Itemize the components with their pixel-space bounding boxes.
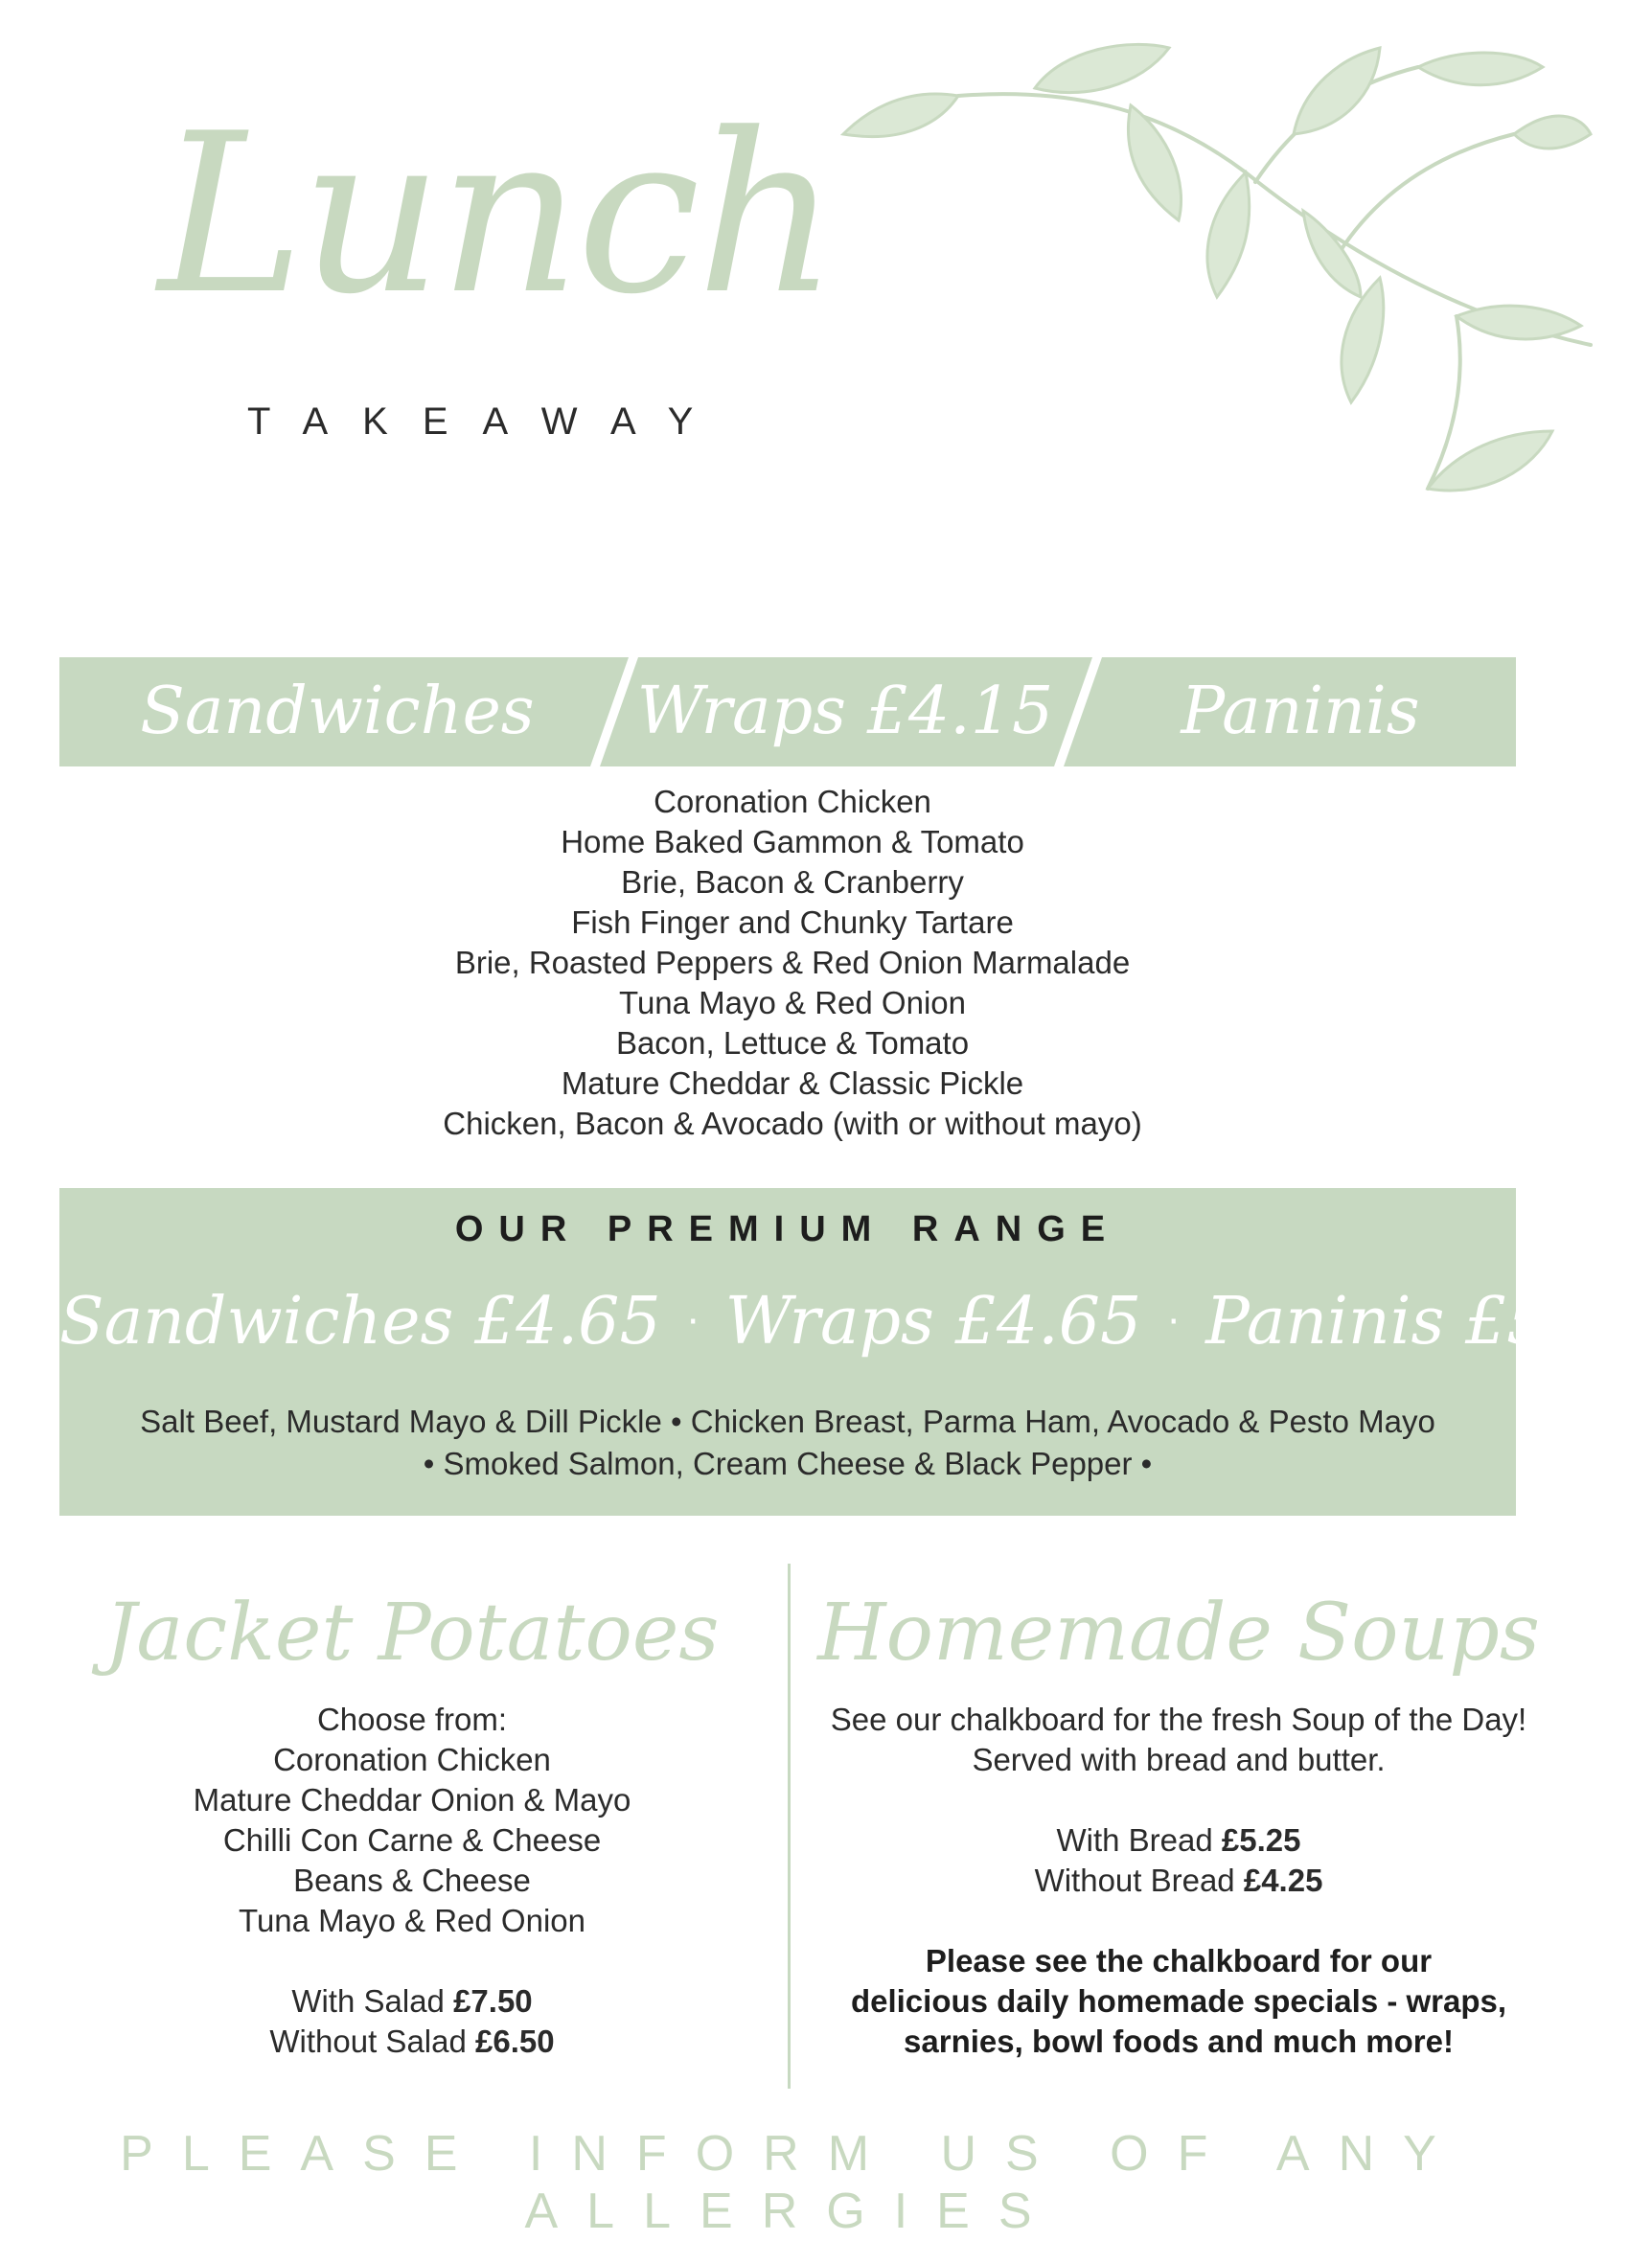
homemade-soups-section	[805, 1581, 1552, 2062]
premium-prices	[59, 1284, 1652, 1389]
list-item: Brie, Roasted Peppers & Red Onion Marmalade	[454, 945, 1131, 980]
page-subtitle: TAKEAWAY	[247, 400, 728, 443]
separator-dot: ·	[686, 1299, 700, 1344]
list-item: Bacon, Lettuce & Tomato	[615, 1025, 970, 1061]
list-item: Mature Cheddar & Classic Pickle	[561, 1065, 1024, 1101]
without-salad-label: Without Salad	[269, 2024, 467, 2059]
premium-heading: OUR PREMIUM RANGE	[454, 1209, 1121, 1249]
premium-items	[59, 1401, 1516, 1485]
list-item: Coronation Chicken	[654, 784, 931, 819]
list-item: Fish Finger and Chunky Tartare	[571, 904, 1014, 940]
list-item: Tuna Mayo & Red Onion	[239, 1903, 585, 1938]
without-bread-label: Without Bread	[1034, 1863, 1235, 1898]
jacket-intro: Choose from:	[316, 1702, 508, 1737]
jacket-potatoes-section	[67, 1581, 757, 2062]
list-item: Coronation Chicken	[273, 1742, 551, 1777]
without-salad-price-row	[67, 2022, 757, 2062]
homemade-soups-title: Homemade Soups	[817, 1588, 1540, 1679]
list-item: Mature Cheddar Onion & Mayo	[193, 1782, 631, 1818]
without-bread-price: £4.25	[1243, 1863, 1323, 1898]
leaf-branch-icon	[843, 29, 1591, 527]
list-item: Chilli Con Carne & Cheese	[222, 1822, 602, 1858]
without-bread-price-row	[805, 1861, 1552, 1901]
page-title: Lunch	[158, 87, 835, 343]
premium-paninis-price: Paninis £5.45	[1205, 1284, 1652, 1360]
list-item: Tuna Mayo & Red Onion	[619, 985, 966, 1020]
jacket-potatoes-title: Jacket Potatoes	[104, 1588, 720, 1679]
premium-range-panel	[59, 1188, 1652, 1516]
banner-sandwiches-price: Sandwiches £4.15	[140, 674, 535, 858]
soup-description: Served with bread and butter.	[972, 1742, 1386, 1777]
list-item: Chicken, Bacon & Avocado (with or without mayo)	[443, 1106, 1142, 1141]
allergy-notice: PLEASE INFORM US OF ANY ALLERGIES	[120, 2126, 1465, 2239]
premium-items-line: Salt Beef, Mustard Mayo & Dill Pickle • Chicken Breast, Parma Ham, Avocado & Pesto Mayo	[140, 1404, 1435, 1439]
specials-note: Please see the chalkboard for our	[925, 1943, 1433, 1978]
banner-wraps-price: Wraps £4.15	[636, 674, 1054, 749]
list-item: Home Baked Gammon & Tomato	[561, 824, 1024, 859]
without-salad-price: £6.50	[475, 2024, 555, 2059]
premium-wraps-price: Wraps £4.65	[724, 1284, 1142, 1360]
with-bread-price: £5.25	[1221, 1822, 1301, 1858]
sandwich-fillings-list	[0, 782, 1585, 1144]
soup-description: See our chalkboard for the fresh Soup of the Day!	[830, 1702, 1527, 1737]
with-salad-price-row	[67, 1981, 757, 2022]
list-item: Brie, Bacon & Cranberry	[621, 864, 964, 900]
with-bread-price-row	[805, 1820, 1552, 1861]
with-bread-label: With Bread	[1056, 1822, 1213, 1858]
with-salad-label: With Salad	[291, 1983, 445, 2019]
list-item: Beans & Cheese	[293, 1863, 531, 1898]
premium-items-line: • Smoked Salmon, Cream Cheese & Black Pepper •	[423, 1446, 1153, 1481]
column-divider	[788, 1564, 791, 2089]
specials-note: delicious daily homemade specials - wraps,	[850, 1983, 1507, 2019]
premium-sandwiches-price: Sandwiches £4.65	[59, 1284, 661, 1360]
specials-note: sarnies, bowl foods and much more!	[904, 2024, 1454, 2059]
banner-paninis-price: Paninis £4.95	[1181, 674, 1420, 858]
with-salad-price: £7.50	[453, 1983, 533, 2019]
separator-dot: ·	[1167, 1299, 1181, 1344]
